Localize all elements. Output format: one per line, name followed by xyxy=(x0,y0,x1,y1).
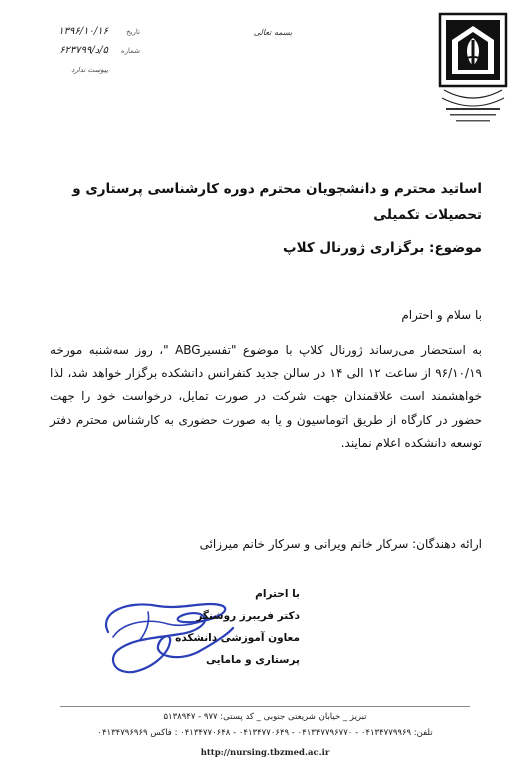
addressee-line-2: تحصیلات تکمیلی xyxy=(373,207,482,223)
body-paragraph: به استحضار می‌رساند ژورنال کلاپ با موضوع "تفسیرABG "، روز سه‌شنبه مورخه ۹۶/۱۰/۱۹ از ساعت ۱۲ الی ۱۴ در سالن جدید کنفرانس دانشکده برگزار خواهد شد، لذا خواهشمند است علاقمندان جهت شرکت در صورت تمایل، درخواست خود را جهت حضور در کارگاه از طریق اتوماسیون و یا به صورت حضوری به کارشناس محترم دفتر توسعه دانشکده اعلام نمایند. xyxy=(50,343,482,450)
greeting: با سلام و احترام xyxy=(401,308,482,322)
addressee xyxy=(42,176,482,228)
bismillah: بسمه تعالی xyxy=(253,28,293,37)
letter-metadata xyxy=(20,28,140,85)
meta-date-value: ۱۳۹۶/۱۰/۱۶ xyxy=(58,26,108,37)
meta-number xyxy=(20,47,140,66)
subject-line: موضوع: برگزاری ژورنال کلاپ xyxy=(283,240,482,256)
footer-address: تبریز _ خیابان شریعتی جنوبی _ کد پستی: ۹۷۷ - ۵۱۳۸۹۴۷ xyxy=(163,712,367,722)
presenters-line: ارائه دهندگان: سرکار خانم ویرانی و سرکار خانم میرزائی xyxy=(199,537,482,551)
meta-attachment xyxy=(20,66,140,85)
signature-block xyxy=(150,583,300,671)
signature-title: معاون آموزشی دانشکده xyxy=(175,632,300,644)
signature-closing: با احترام xyxy=(255,588,300,600)
university-logo xyxy=(432,10,514,128)
footer-url[interactable]: http://nursing.tbzmed.ac.ir xyxy=(200,748,330,758)
meta-number-value: ۵/د/۶۲۳۷۹۹ xyxy=(59,45,108,56)
addressee-line-1: اساتید محترم و دانشجویان محترم دوره کارشناسی پرستاری و xyxy=(72,181,482,197)
signature-name: دکتر فریبرز روشنگر xyxy=(196,610,300,622)
meta-date-label: تاریخ xyxy=(126,28,140,36)
meta-attachment-value: پیوست ندارد xyxy=(71,66,108,74)
meta-number-label: شماره xyxy=(120,47,140,55)
signature-faculty: پرستاری و مامایی xyxy=(206,654,300,666)
footer-phones: تلفن: ۰۴۱۳۴۷۷۹۹۶۹ - ۰۴۱۳۴۷۷۹۶۷۷۰ - ۰۴۱۳۴۷۷۰۶۴۹ - ۰۴۱۳۴۷۷۰۶۴۸ : فاکس ۰۴۱۳۴۷۹۶۹۶۹ xyxy=(97,728,433,738)
footer-divider xyxy=(60,706,470,707)
